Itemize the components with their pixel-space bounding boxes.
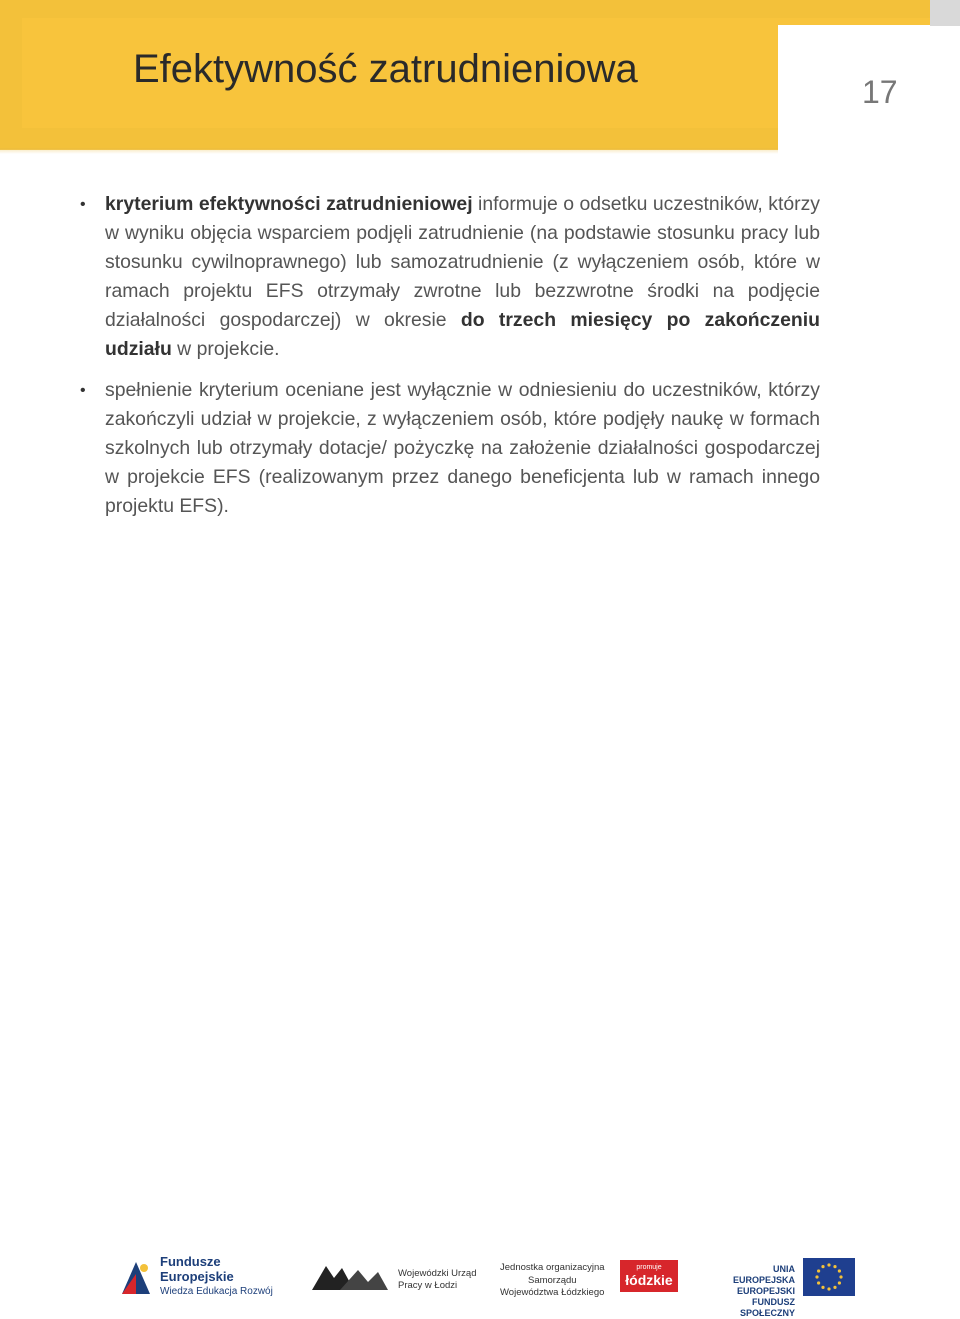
bullet-1-part-3: do trzech miesięcy po zakończeniu udziału: [105, 309, 820, 360]
promuje-big: łódzkie: [625, 1272, 673, 1288]
ue-line-3: FUNDUSZ SPOŁECZNY: [739, 1297, 795, 1318]
fundusze-europejskie-logo-icon: [118, 1256, 154, 1296]
bullet-1: [80, 190, 820, 364]
corner-decoration: [930, 0, 960, 26]
bullet-1-part-4: w projekcie.: [171, 338, 280, 360]
wup-label: [398, 1268, 477, 1292]
jednostka-label: [500, 1262, 605, 1300]
ue-line-1: UNIA EUROPEJSKA: [732, 1264, 795, 1285]
slide-content: [80, 190, 820, 521]
page-number: 17: [862, 74, 898, 110]
fundusze-title: [160, 1254, 234, 1284]
eu-flag-icon: [803, 1258, 855, 1296]
bullet-2-text: spełnienie kryterium oceniane jest wyłącznie w odniesieniu do uczestników, którzy zakończyli udział w projekcie, z wyłączeniem osób, które podjęły naukę w formach szkolnych lub otrzymały dotacje/ pożyczkę na założenie działalności gospodarczej w projekcie EFS (realizowanym przez danego beneficjenta lub w ramach innego projektu EFS).: [105, 379, 820, 517]
jedn-line-3: Województwa Łódzkiego: [500, 1287, 605, 1298]
fundusze-subtitle: Wiedza Edukacja Rozwój: [160, 1286, 273, 1297]
promuje-small: promuje: [636, 1264, 662, 1271]
jedn-line-1: Jednostka organizacyjna: [500, 1262, 605, 1273]
slide-title: Efektywność zatrudnieniowa: [133, 47, 638, 91]
fundusze-line-2: Europejskie: [160, 1269, 234, 1284]
wup-line-1: Wojewódzki Urząd: [398, 1268, 477, 1279]
wup-line-2: Pracy w Łodzi: [398, 1280, 458, 1291]
jedn-line-2: Samorządu: [527, 1274, 577, 1286]
bullet-1-part-1: kryterium efektywności zatrudnieniowej: [105, 193, 473, 215]
wup-logo-icon: [310, 1262, 390, 1292]
ue-line-2: EUROPEJSKI: [736, 1286, 795, 1296]
promuje-lodzkie-logo: [620, 1260, 678, 1292]
bullet-2: [80, 376, 820, 521]
footer-logos: [0, 618, 960, 1318]
fundusze-line-1: Fundusze: [160, 1254, 221, 1269]
ue-label: [715, 1264, 795, 1319]
bullet-1-part-2: informuje o odsetku uczestników, którzy w wyniku objęcia wsparciem podjęli zatrudnienie (na podstawie stosunku pracy lub stosunku cywilnoprawnego) lub samozatrudnienie (z wyłączeniem osób, które w ramach projektu EFS otrzymały zwrotne lub bezzwrotne środki na podjęcie działalności gospodarczej) w okresie: [105, 193, 820, 331]
